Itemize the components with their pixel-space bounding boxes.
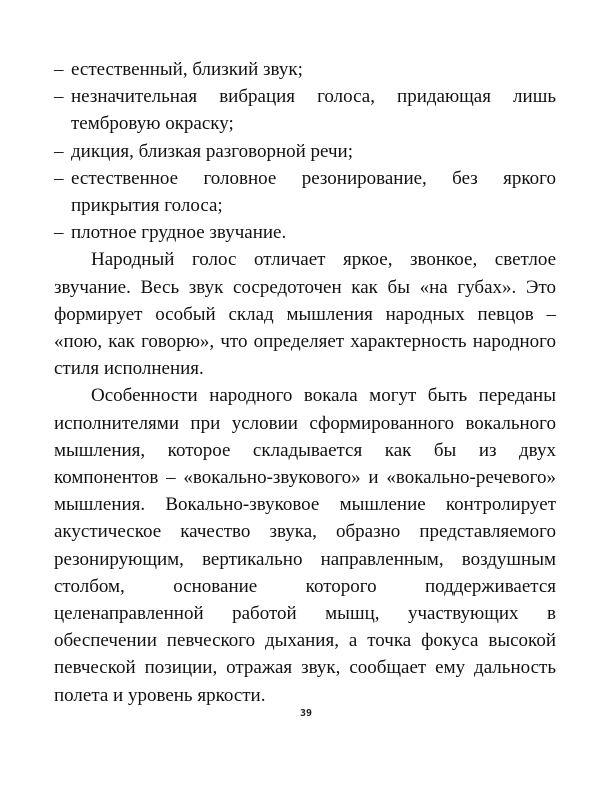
list-dash: – — [54, 86, 64, 108]
list-item — [54, 165, 556, 219]
list-dash: – — [54, 167, 64, 189]
list-item-text: плотное грудное звучание. — [71, 222, 287, 244]
list-item — [54, 83, 556, 137]
page-content — [54, 56, 556, 709]
list-item — [54, 219, 556, 246]
list-item-text: дикция, близкая разговорной речи; — [71, 140, 354, 162]
list-item — [54, 138, 556, 165]
paragraph-vocal-thinking: Особенности народного вокала могут быть переданы исполнителями при условии сформированного вокального мышления, которое складывается как бы из двух компонентов – «вокально-звукового» и «вокально-речевого» мышления. Вокально-звуковое мышление контролирует акустическое качество звука, образно представляемого резонирующим, вертикально направленным, воздушным столбом, основание которого поддерживается целенаправленной работой мышц, участвующих в обеспечении певческого дыхания, а точка фокуса высокой певческой позиции, отражая звук, сообщает ему дальность полета и уровень яркости. — [54, 385, 556, 706]
page-number: 39 — [299, 708, 313, 719]
list-item-text: естественный, близкий звук; — [71, 59, 303, 80]
characteristics-list — [54, 56, 556, 246]
list-item — [54, 56, 556, 83]
list-dash: – — [54, 59, 64, 80]
list-dash: – — [54, 140, 64, 162]
paragraph-folk-voice: Народный голос отличает яркое, звонкое, светлое звучание. Весь звук сосредоточен как бы «на губах». Это формирует особый склад мышления народных певцов – «пою, как говорю», что определяет характерность народного стиля исполнения. — [54, 249, 556, 380]
list-dash: – — [54, 222, 64, 244]
list-item-text: незначительная вибрация голоса, придающая лишь тембровую окраску; — [71, 86, 556, 135]
list-item-text: естественное головное резонирование, без яркого прикрытия голоса; — [71, 167, 556, 217]
